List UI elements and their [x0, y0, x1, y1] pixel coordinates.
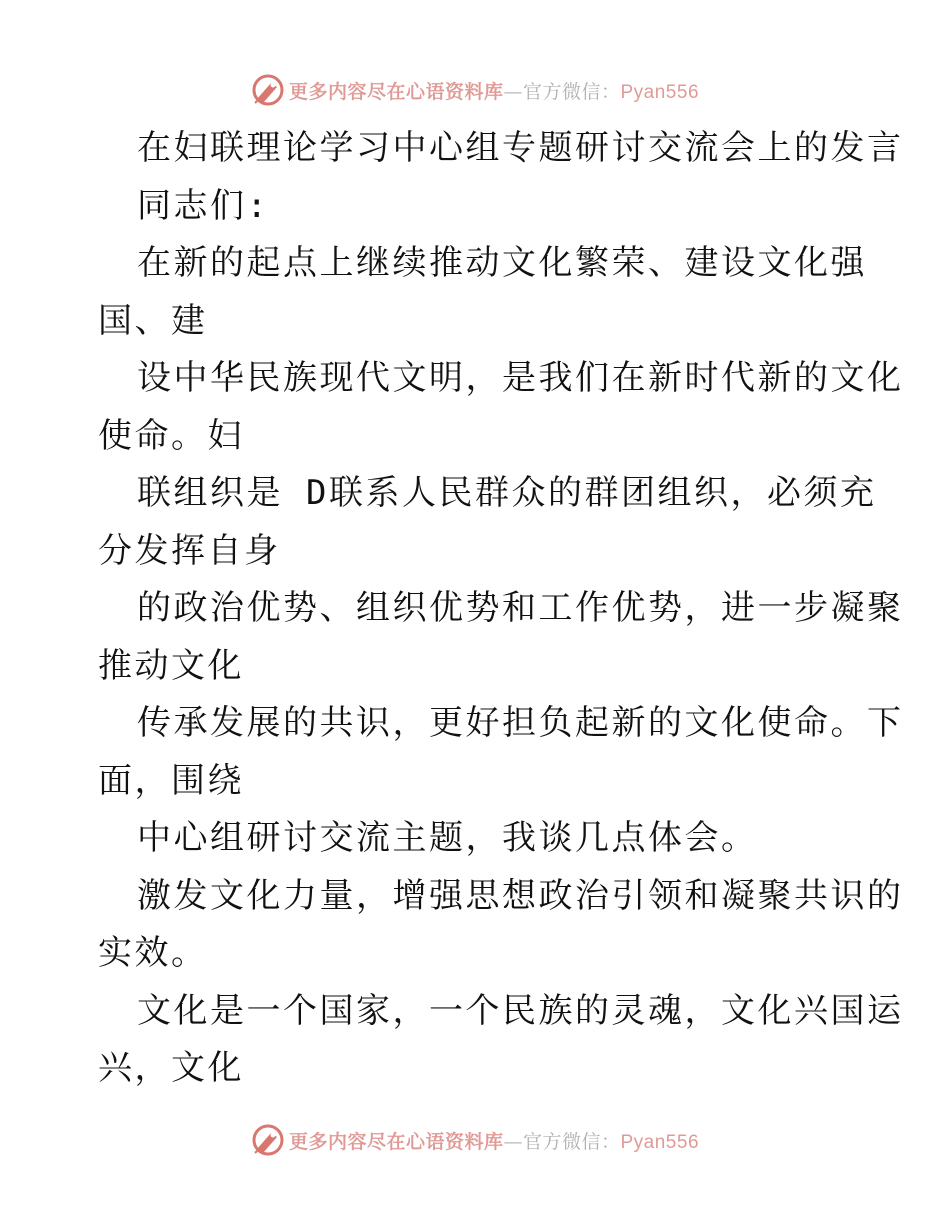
watermark-dash: — [503, 80, 523, 103]
text-line: 联组织是 D联系人民群众的群团组织，必须充 [137, 473, 877, 513]
text-line: 兴，文化 [98, 1048, 244, 1088]
text-line: 在新的起点上继续推动文化繁荣、建设文化强 [137, 243, 867, 283]
text-line: 国、建 [98, 300, 208, 341]
watermark-header [0, 70, 950, 110]
watermark-account: Pyan556 [620, 81, 700, 103]
watermark-official-label: 官方微信： [522, 1130, 621, 1153]
text-line: 文化是一个国家，一个民族的灵魂，文化兴国运 [137, 990, 904, 1031]
watermark-text [289, 77, 699, 104]
document-title: 在妇联理论学习中心组专题研讨交流会上的发言 [137, 128, 904, 168]
text-line: 推动文化 [98, 645, 244, 686]
text-line: 中心组研讨交流主题，我谈几点体会。 [137, 818, 758, 858]
text-line: 设中华民族现代文明，是我们在新时代新的文化 [137, 358, 904, 398]
watermark-dash: — [503, 1130, 523, 1153]
text-line: 传承发展的共识，更好担负起新的文化使命。下 [137, 703, 904, 743]
watermark-official-label: 官方微信： [522, 80, 621, 103]
text-line: 使命。妇 [98, 415, 244, 456]
pen-nib-logo-icon [251, 73, 285, 107]
text-line: 激发文化力量，增强思想政治引领和凝聚共识的 [137, 875, 904, 916]
pen-nib-logo-icon [251, 1123, 285, 1157]
watermark-footer [0, 1120, 950, 1160]
watermark-main-text: 更多内容尽在心语资料库 [288, 80, 504, 103]
watermark-text [289, 1127, 699, 1154]
watermark-account: Pyan556 [620, 1131, 700, 1153]
text-line: 分发挥自身 [98, 530, 281, 571]
document-body [98, 120, 904, 1098]
salutation: 同志们: [137, 185, 270, 226]
text-line: 的政治优势、组织优势和工作优势，进一步凝聚 [137, 588, 904, 628]
text-line: 面，围绕 [98, 760, 244, 801]
watermark-main-text: 更多内容尽在心语资料库 [288, 1130, 504, 1153]
text-line: 实效。 [98, 933, 208, 973]
